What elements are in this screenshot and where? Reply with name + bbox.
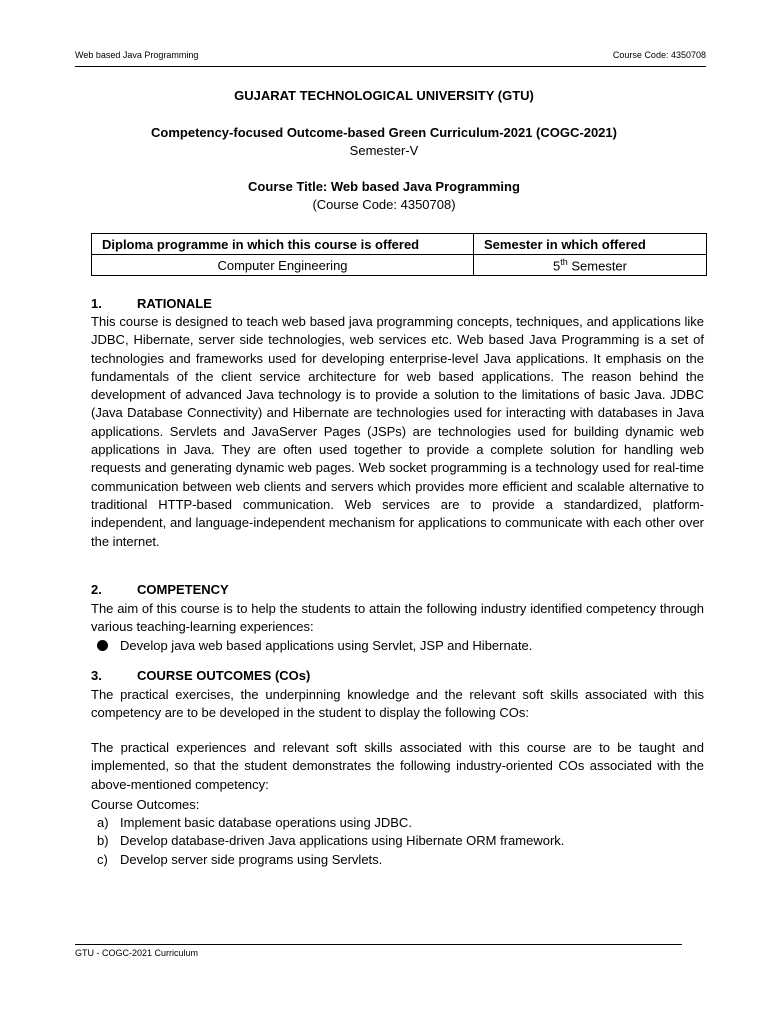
- section-heading-rationale: 1. RATIONALE: [91, 296, 212, 311]
- course-code-line: (Course Code: 4350708): [312, 197, 456, 212]
- university-title: GUJARAT TECHNOLOGICAL UNIVERSITY (GTU): [234, 88, 534, 103]
- course-offering-table: [91, 233, 707, 276]
- course-title: Course Title: Web based Java Programming: [248, 179, 520, 194]
- list-item: a) Implement basic database operations using JDBC.: [97, 815, 412, 830]
- table-row: [92, 255, 707, 276]
- competency-bullet: Develop java web based applications using Servlet, JSP and Hibernate.: [97, 638, 532, 653]
- bullet-icon: [97, 640, 108, 651]
- section-heading-outcomes: 3. COURSE OUTCOMES (COs): [91, 668, 311, 683]
- table-header-semester: Semester in which offered: [474, 234, 707, 255]
- outcomes-list-title: Course Outcomes:: [91, 797, 200, 812]
- rationale-paragraph: This course is designed to teach web based java programming concepts, techniques, and applications like JDBC, Hibernate, server side technologies, web services etc. Web based Java Programming is a set of technologies and frameworks used for developing enterprise-level Java applications. It emphasis on the fundamentals of the client service architecture for web based applications. The reason behind the development of advanced Java technology is to provide a solution to the limitations of basic Java. JDBC (Java Database Connectivity) and Hibernate are technologies used for interacting with databases in Java applications. Servlets and JavaServer Pages (JSPs) are technologies used for building dynamic web applications in Java. They are often used together to provide a complete solution for handling web requests and generating dynamic web pages. Web socket programming is a technology used for real-time communication between web clients and servers which provides more efficient and scalable alternative to traditional HTTP-based communication. Web services are to provide a standardized, platform-independent, and language-independent mechanism for applications to communicate with each other over the internet.: [91, 314, 704, 549]
- page-header: [75, 50, 706, 67]
- table-header-programme: Diploma programme in which this course is offered: [92, 234, 474, 255]
- competency-paragraph: The aim of this course is to help the students to attain the following industry identified competency through various teaching-learning experiences:: [91, 601, 704, 635]
- semester-line: Semester-V: [349, 143, 419, 158]
- page-footer: GTU - COGC-2021 Curriculum: [75, 944, 682, 958]
- section-heading-competency: 2. COMPETENCY: [91, 582, 229, 597]
- table-cell-programme: Computer Engineering: [92, 255, 474, 276]
- header-mark: [81, 66, 86, 67]
- table-header-row: [92, 234, 707, 255]
- outcomes-paragraph-1: The practical exercises, the underpinning knowledge and the relevant soft skills associated with this competency are to be developed in the student to display the following COs:: [91, 687, 704, 721]
- outcomes-paragraph-2: The practical experiences and relevant soft skills associated with this course are to be taught and implemented, so that the student demonstrates the following industry-oriented COs associated with the above-mentioned competency:: [91, 740, 704, 792]
- list-item: c) Develop server side programs using Servlets.: [97, 851, 383, 867]
- course-outcomes-list: [97, 814, 564, 869]
- list-item: b) Develop database-driven Java applications using Hibernate ORM framework.: [97, 833, 565, 849]
- header-course-name: Web based Java Programming: [75, 50, 199, 60]
- table-cell-semester: 5th Semester: [474, 255, 707, 276]
- curriculum-title: Competency-focused Outcome-based Green Curriculum-2021 (COGC-2021): [151, 125, 617, 140]
- header-course-code: Course Code: 4350708: [612, 50, 706, 60]
